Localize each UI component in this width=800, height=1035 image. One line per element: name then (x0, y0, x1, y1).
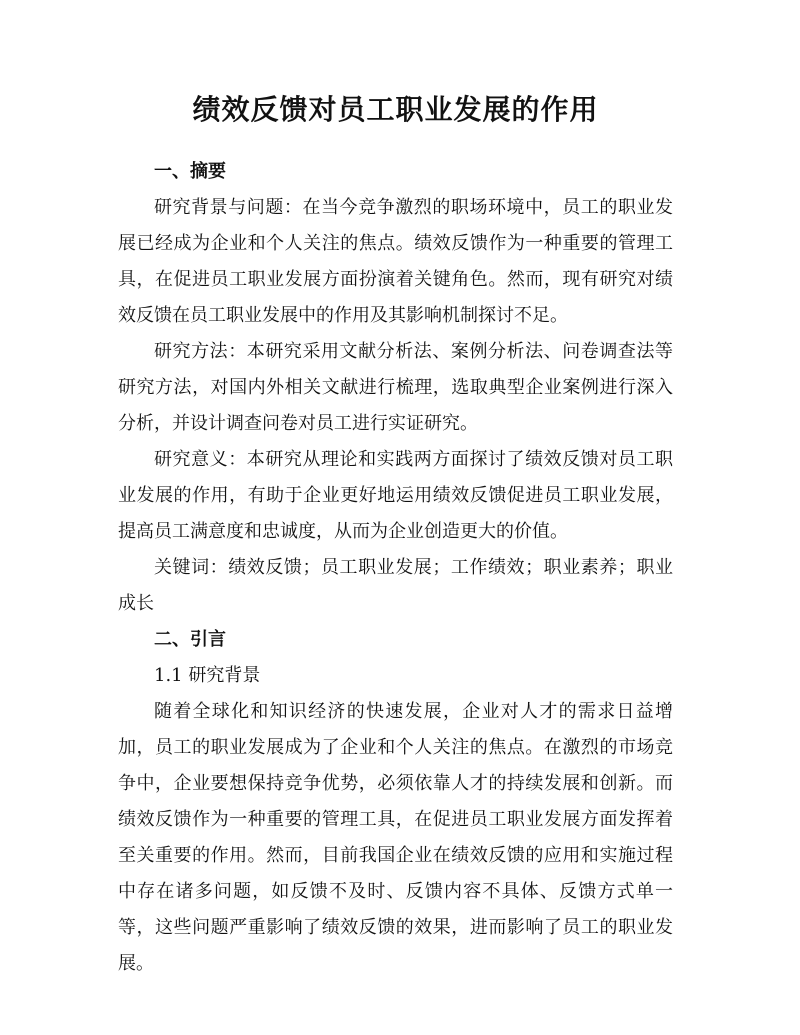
paragraph-keywords: 关键词：绩效反馈；员工职业发展；工作绩效；职业素养；职业成长 (118, 557, 673, 614)
paragraph-background-body: 随着全球化和知识经济的快速发展，企业对人才的需求日益增加，员工的职业发展成为了企业和个人关注的焦点。在激烈的市场竞争中，企业要想保持竞争优势，必须依靠人才的持续发展和创新。而绩效反馈作为一种重要的管理工具，在促进员工职业发展方面发挥着至关重要的作用。然而，目前我国企业在绩效反馈的应用和实施过程中存在诸多问题，如反馈不及时、反馈内容不具体、反馈方式单一等，这些问题严重影响了绩效反馈的效果，进而影响了员工的职业发展。 (118, 701, 673, 974)
subsection-heading-background: 1.1 研究背景 (154, 665, 261, 686)
paragraph-research-background: 研究背景与问题：在当今竞争激烈的职场环境中，员工的职业发展已经成为企业和个人关注的焦点。绩效反馈作为一种重要的管理工具，在促进员工职业发展方面扮演着关键角色。然而，现有研究对绩效反馈在员工职业发展中的作用及其影响机制探讨不足。 (118, 197, 673, 326)
section-heading-introduction: 二、引言 (154, 629, 226, 650)
document-page (118, 88, 673, 982)
section-heading-abstract: 一、摘要 (154, 161, 226, 182)
paragraph-research-significance: 研究意义：本研究从理论和实践两方面探讨了绩效反馈对员工职业发展的作用，有助于企业更好地运用绩效反馈促进员工职业发展，提高员工满意度和忠诚度，从而为企业创造更大的价值。 (118, 449, 673, 542)
paragraph-research-methods: 研究方法：本研究采用文献分析法、案例分析法、问卷调查法等研究方法，对国内外相关文献进行梳理，选取典型企业案例进行深入分析，并设计调查问卷对员工进行实证研究。 (118, 341, 673, 434)
document-title: 绩效反馈对员工职业发展的作用 (192, 93, 599, 126)
